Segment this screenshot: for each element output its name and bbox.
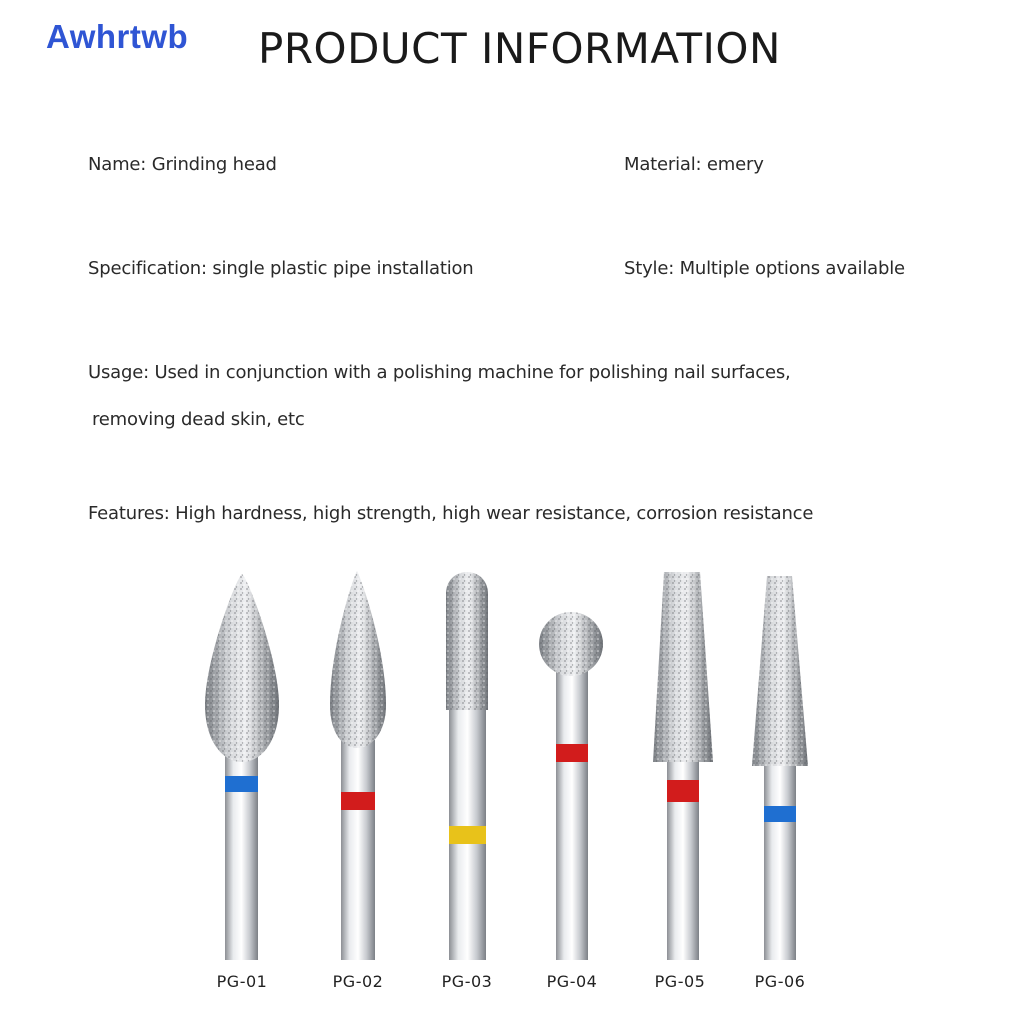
- info-material: Material: emery: [624, 154, 764, 175]
- drill-pg-04-band: [556, 744, 588, 762]
- drill-label-pg-05: PG-05: [654, 972, 706, 991]
- drill-label-pg-04: PG-04: [546, 972, 598, 991]
- drill-pg-06: [752, 576, 808, 960]
- info-usage-line2: removing dead skin, etc: [92, 409, 305, 430]
- drill-pg-01-band: [225, 776, 258, 792]
- drill-pg-01: [205, 574, 279, 960]
- info-style: Style: Multiple options available: [624, 258, 905, 279]
- drill-pg-04: [539, 612, 603, 960]
- info-usage-line1: Usage: Used in conjunction with a polishing machine for polishing nail surfaces,: [88, 362, 791, 383]
- drill-pg-03-band: [449, 826, 486, 844]
- drill-label-pg-02: PG-02: [332, 972, 384, 991]
- info-features: Features: High hardness, high strength, high wear resistance, corrosion resistance: [88, 503, 814, 524]
- drill-pg-03: [446, 572, 488, 960]
- brand-logo: Awhrtwb: [46, 18, 189, 55]
- drill-label-pg-03: PG-03: [441, 972, 493, 991]
- info-name: Name: Grinding head: [88, 154, 277, 175]
- drill-pg-02: [330, 571, 386, 960]
- page-title: PRODUCT INFORMATION: [258, 24, 781, 73]
- drill-label-pg-06: PG-06: [754, 972, 806, 991]
- drill-label-pg-01: PG-01: [216, 972, 268, 991]
- drill-pg-02-band: [341, 792, 375, 810]
- drill-bits-illustration: [0, 560, 1024, 970]
- drill-pg-05-band: [667, 780, 699, 802]
- drill-pg-06-band: [764, 806, 796, 822]
- drill-pg-05: [653, 572, 713, 960]
- info-specification: Specification: single plastic pipe installation: [88, 258, 474, 279]
